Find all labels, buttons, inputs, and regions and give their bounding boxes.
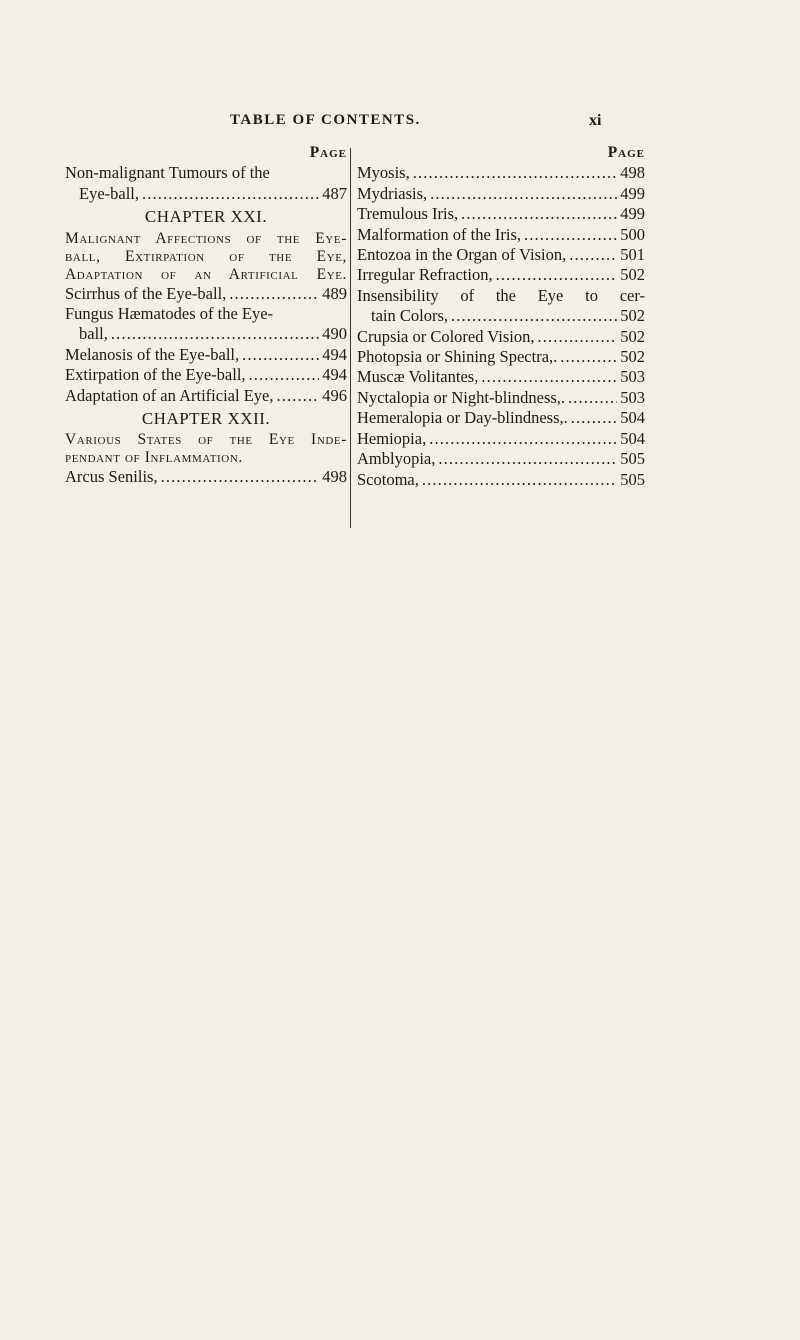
toc-entry-label: Hemeralopia or Day-blindness,. (357, 408, 568, 428)
toc-entry-label: Extirpation of the Eye-ball, (65, 365, 246, 385)
toc-entry[interactable] (357, 265, 645, 285)
toc-entry[interactable] (65, 284, 347, 304)
dot-leader (571, 408, 617, 428)
toc-entry-page: 504 (620, 408, 645, 428)
dot-leader (496, 265, 618, 285)
dot-leader (537, 327, 617, 347)
toc-entry-label: Amblyopia, (357, 449, 436, 469)
toc-entry[interactable] (65, 467, 347, 487)
toc-entry-label: Arcus Senilis, (65, 467, 158, 487)
toc-entry-page: 496 (322, 385, 347, 405)
dot-leader (242, 345, 319, 365)
toc-entry[interactable] (357, 184, 645, 204)
toc-entry-label: Tremulous Iris, (357, 204, 459, 224)
section-heading-line: Adaptation of an Artificial Eye. (65, 265, 347, 283)
toc-entry-label: Myosis, (357, 163, 410, 183)
toc-entry[interactable] (65, 345, 347, 365)
toc-entry-page: 498 (322, 467, 347, 487)
section-heading (65, 230, 347, 284)
toc-entry-label: Scotoma, (357, 469, 419, 489)
toc-entry[interactable] (65, 163, 347, 204)
toc-entry-label: Malformation of the Iris, (357, 224, 522, 244)
toc-entry-label-line2: ball, (79, 324, 108, 344)
section-heading-line: pendant of Inflammation. (65, 449, 243, 467)
toc-entry[interactable] (357, 327, 645, 347)
toc-entry-page: 502 (620, 306, 645, 326)
dot-leader (276, 386, 319, 406)
toc-entry[interactable] (357, 470, 645, 490)
toc-entry-page: 498 (620, 163, 645, 183)
toc-entry[interactable] (65, 304, 347, 345)
toc-entry[interactable] (357, 429, 645, 449)
toc-entry[interactable] (357, 449, 645, 469)
page-number: xi (589, 112, 602, 129)
dot-leader (461, 204, 617, 224)
toc-entry[interactable] (357, 163, 645, 183)
toc-entry-page: 487 (322, 183, 347, 203)
toc-entry-label: Melanosis of the Eye-ball, (65, 344, 240, 364)
column-divider (350, 148, 351, 528)
toc-entry-page: 504 (620, 428, 645, 448)
toc-entry-page: 501 (620, 245, 645, 265)
toc-entry-page: 489 (322, 283, 347, 303)
toc-entry[interactable] (65, 386, 347, 406)
toc-entry-page: 494 (322, 365, 347, 385)
toc-entry-page: 502 (620, 326, 645, 346)
toc-entry[interactable] (357, 225, 645, 245)
toc-entry-label-line2: tain Colors, (371, 306, 448, 326)
section-heading (65, 431, 347, 467)
dot-leader (481, 367, 617, 387)
dot-leader (413, 163, 618, 183)
dot-leader (569, 245, 617, 265)
toc-entry-page: 499 (620, 204, 645, 224)
page-column-heading: Page (309, 144, 347, 161)
toc-entry-label-line1: Non-malignant Tumours of the (65, 163, 270, 183)
page-title: TABLE OF CONTENTS. (230, 112, 421, 128)
toc-entry-label: Nyctalopia or Night-blindness,. (357, 387, 566, 407)
toc-entry-page: 503 (620, 387, 645, 407)
toc-entry-page: 500 (620, 224, 645, 244)
toc-entry[interactable] (357, 367, 645, 387)
toc-entry-label: Muscæ Volitantes, (357, 367, 479, 387)
toc-entry[interactable] (357, 347, 645, 367)
toc-entry-label-line1: Insensibility of the Eye to cer- (357, 285, 645, 305)
left-column (65, 143, 347, 488)
dot-leader (142, 184, 319, 204)
toc-entry-page: 499 (620, 183, 645, 203)
toc-entry-label-line1: Fungus Hæmatodes of the Eye- (65, 304, 274, 324)
dot-leader (422, 470, 617, 490)
chapter-heading: CHAPTER XXII. (141, 409, 271, 429)
section-heading-line: Various States of the Eye Inde- (65, 431, 347, 449)
section-heading-line: Malignant Affections of the Eye- (65, 229, 347, 247)
dot-leader (451, 306, 617, 326)
toc-entry[interactable] (357, 388, 645, 408)
toc-entry-label-line2: Eye-ball, (79, 183, 140, 203)
dot-leader (568, 388, 617, 408)
toc-entry-page: 490 (322, 324, 347, 344)
section-heading-line: ball, Extirpation of the Eye, (65, 247, 347, 265)
dot-leader (229, 284, 319, 304)
running-header (0, 112, 800, 138)
toc-entry[interactable] (357, 286, 645, 327)
toc-entry-label: Adaptation of an Artificial Eye, (65, 385, 274, 405)
dot-leader (430, 184, 617, 204)
chapter-heading: CHAPTER XXI. (144, 207, 268, 227)
toc-entry-page: 505 (620, 449, 645, 469)
dot-leader (524, 225, 617, 245)
toc-entry-page: 503 (620, 367, 645, 387)
right-column (357, 143, 645, 490)
dot-leader (429, 429, 617, 449)
toc-entry-page: 502 (620, 347, 645, 367)
toc-entry-label: Crupsia or Colored Vision, (357, 326, 535, 346)
toc-entry[interactable] (357, 204, 645, 224)
toc-entry-page: 502 (620, 265, 645, 285)
toc-entry-label: Entozoa in the Organ of Vision, (357, 245, 567, 265)
toc-entry[interactable] (65, 365, 347, 385)
dot-leader (249, 365, 320, 385)
toc-entry-page: 494 (322, 344, 347, 364)
toc-entry[interactable] (357, 245, 645, 265)
toc-entry[interactable] (357, 408, 645, 428)
dot-leader (111, 324, 319, 344)
toc-entry-label: Photopsia or Shining Spectra,. (357, 347, 558, 367)
toc-entry-label: Hemiopia, (357, 428, 427, 448)
toc-entry-label: Mydriasis, (357, 183, 428, 203)
dot-leader (560, 347, 617, 367)
toc-entry-label: Irregular Refraction, (357, 265, 493, 285)
page-column-heading: Page (607, 144, 645, 161)
toc-entry-label: Scirrhus of the Eye-ball, (65, 283, 227, 303)
dot-leader (438, 449, 617, 469)
toc-entry-page: 505 (620, 469, 645, 489)
dot-leader (161, 467, 320, 487)
